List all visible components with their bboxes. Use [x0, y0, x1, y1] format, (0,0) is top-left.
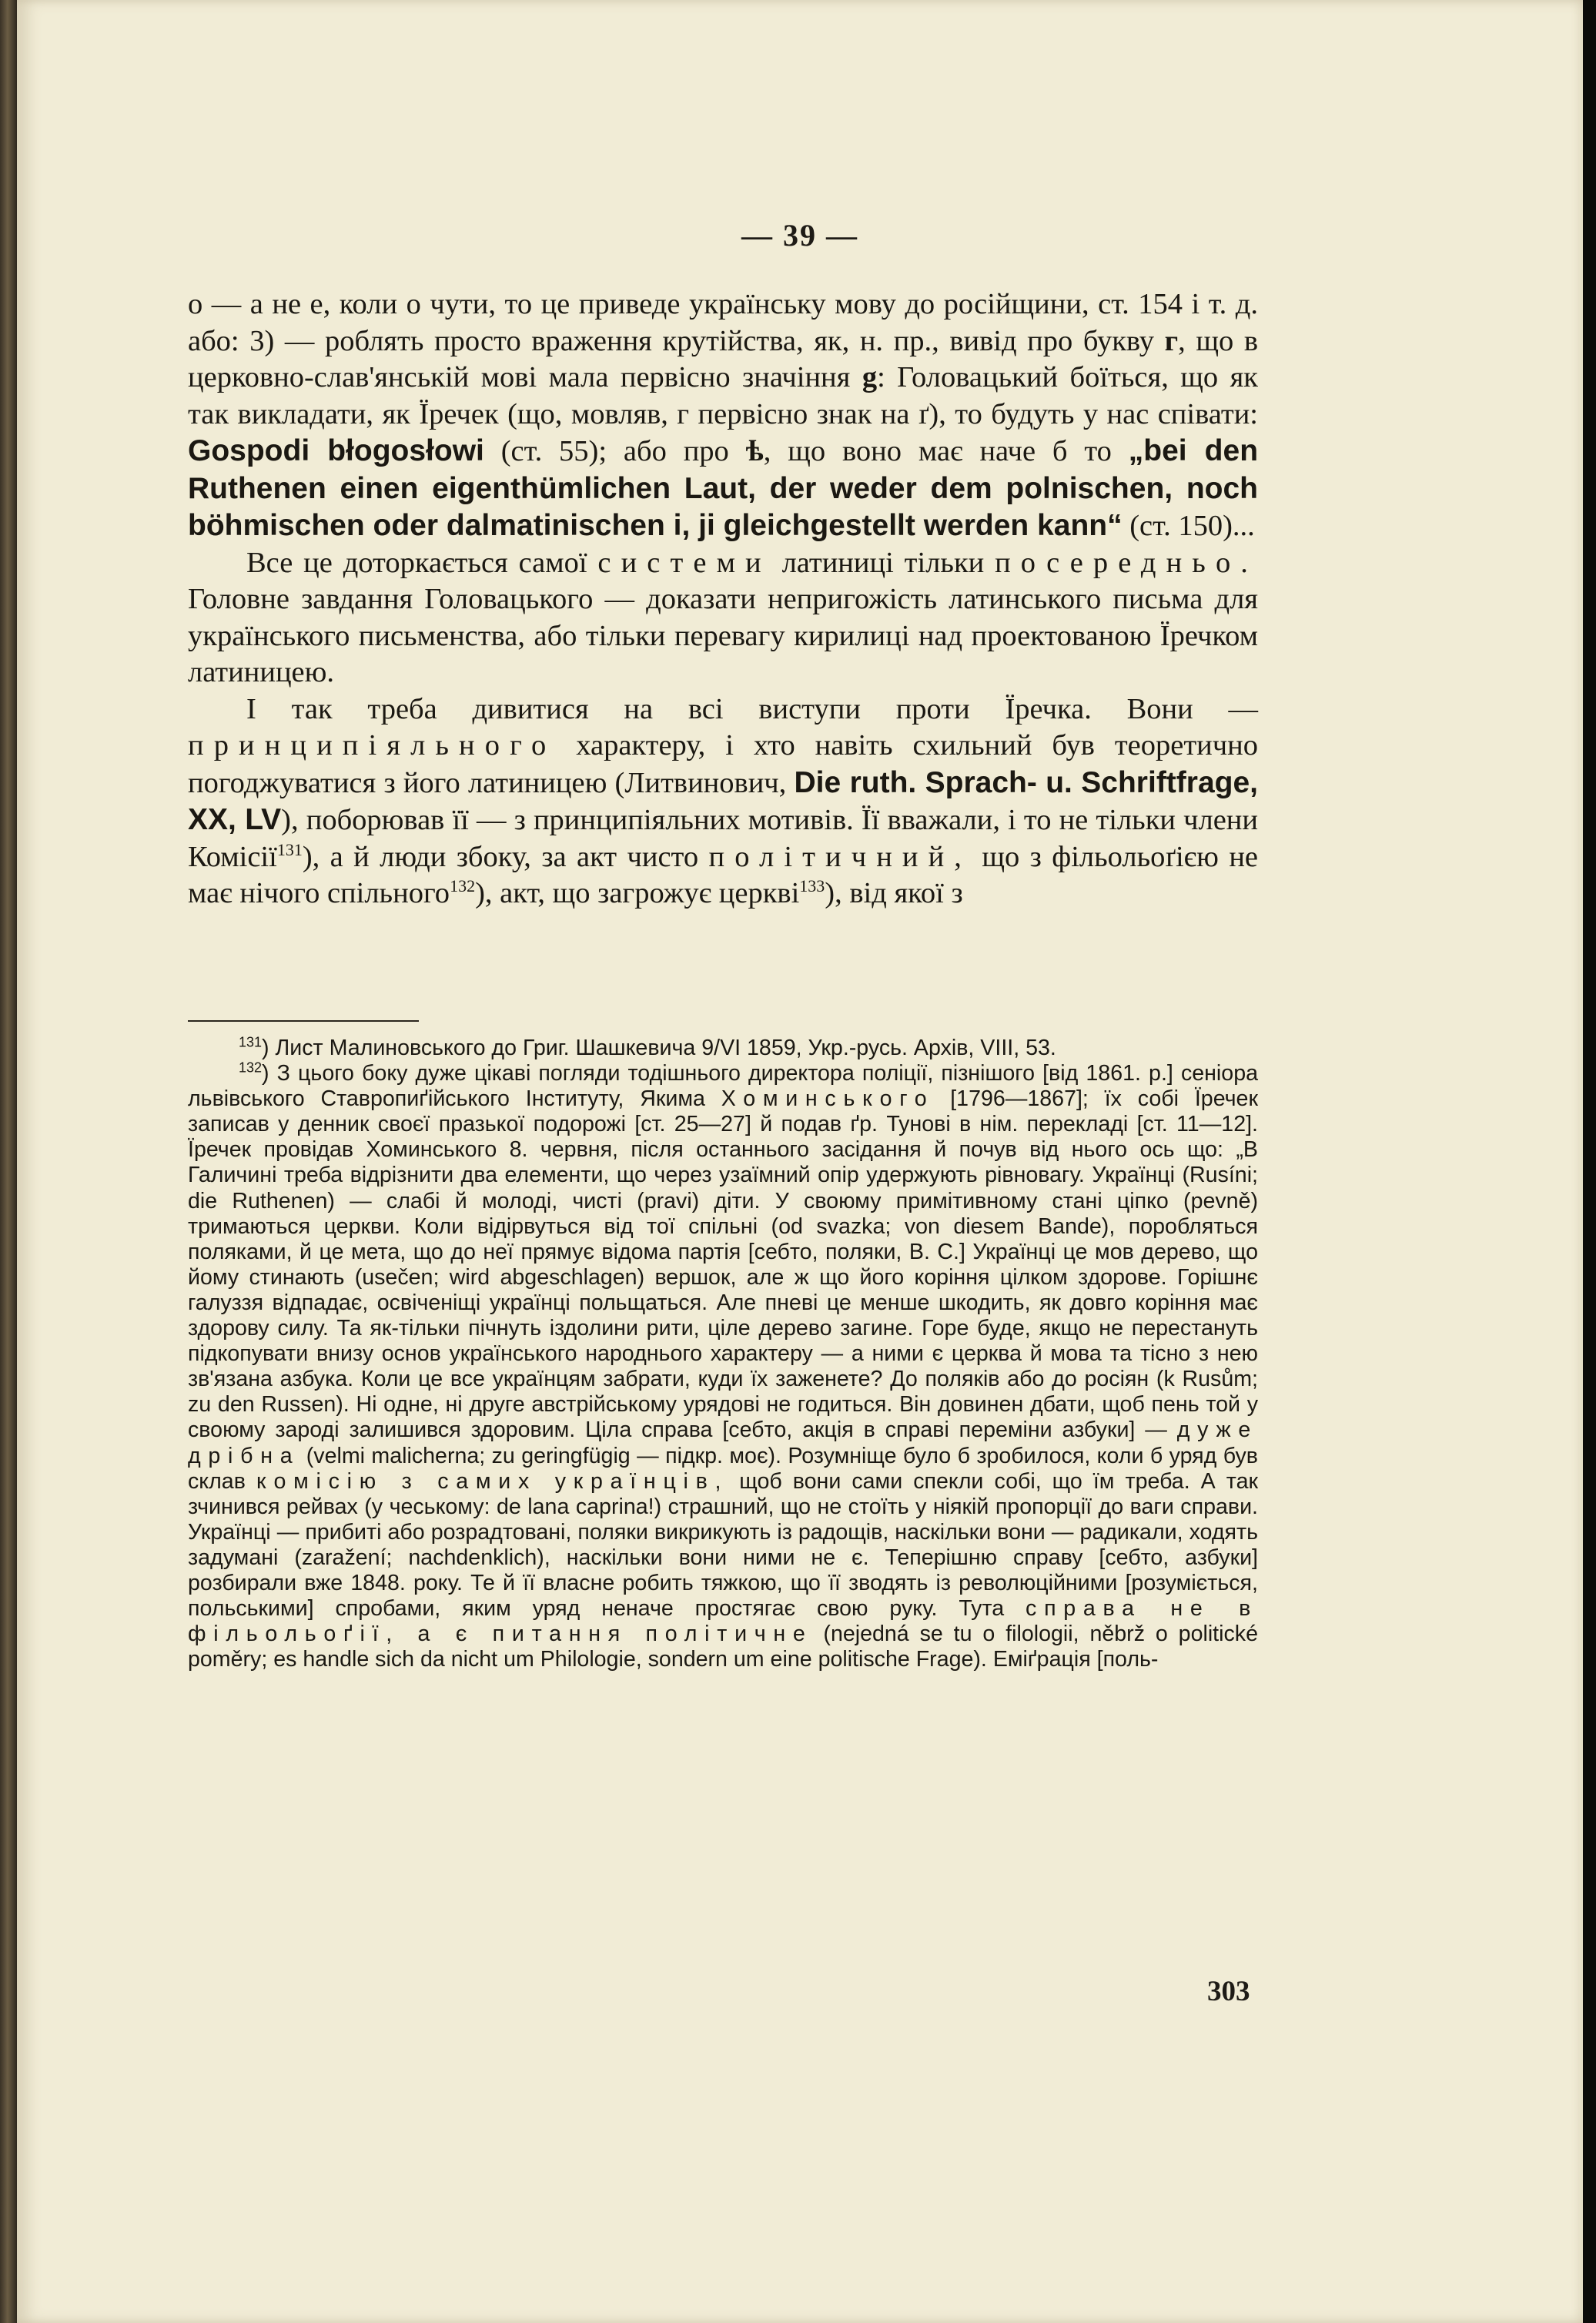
text-run: Головне завдання Головацького — доказати непригожість латинського письма для українського письменства, або тільки перевагу кирилиці над проектованою Їречком латиницею. — [188, 583, 1258, 688]
letter-g-latin: g — [862, 361, 878, 393]
text-run: ), акт, що загрожує церкві — [475, 877, 800, 909]
footnote-text: щоб вони сами спекли собі, що їм треба. А так зчинився рейвах (у чеському: de lana caprina!) страшний, що не стоїть у ніякій пропорції до ваги справи. Українці — прибиті або розрадтовані, поляки викрикують із радощів, наскільки вони — радикали, ходять задумані (zaražení; nachdenklich), наскільки вони ними не є. Теперішню справу [себто, азбуки] розбирали вже 1848. року. Те й її власне робить тяжкою, що її зводять із революційними [розуміється, польськими] спробами, яким уряд неначе простягає свою руку. Тута — [188, 1468, 1258, 1622]
letter-g-cyrillic: г — [1164, 324, 1179, 357]
letter-yat: ѣ — [745, 435, 764, 467]
spaced-emphasis: політичний, — [708, 840, 972, 873]
page-number: 303 — [1207, 1976, 1250, 2007]
paragraph-1 — [188, 286, 1258, 545]
text-run: ), від якої з — [825, 877, 963, 909]
footnote-text: [1796—1867]; їх собі Їречек записав у денник своєї празької подорожі [ст. 25—27] й подав ґр. Тунові в нім. перекладі [ст. 11—12]. Їречек провідав Хоминського 8. червня, після останнього засідання й почув від нього ось що: „В Галичині треба відрізнити два елементи, що через узаїмний опір удержують рівновагу. Українці (Rusíni; die Ruthenen) — слабі й молоді, чисті (pravi) діти. У своюму примітивному стані ціпко (pevně) тримаються церкви. Коли відірвуться від тої спільні (od svazka; von diesem Bande), поробляться поляками, й це мета, що до неї прямує відома партія [себто, поляки, В. С.] Українці це мов дерево, що йому стинають (usečen; wird abgeschlagen) вершок, але ж що його коріння цілком здорове. Горішнє галуззя відпадає, освіченіщі українці польщаться. Але пневі це менше шкодить, як довго коріння має здорову силу. Та як-тільки пічнуть іздолини рити, ціле дерево загине. Горе буде, якщо не перестануть підкопувати внизу основ українського народнього характеру — а ними є церква й мова та тісно з нею зв'язана азбука. Коли це все українцям забрати, куди їх заженете? До поляків або до росіян (k Rusům; zu den Russen). Ні одне, ні друге австрійському урядові не годиться. Він довинен дбати, щоб пень той у своюму зароді залишився здоровим. Ціла справа [себто, акція в справі переміни азбуки] — — [188, 1086, 1258, 1443]
footnotes — [188, 1036, 1258, 1672]
paragraph-2 — [188, 545, 1258, 691]
footnote-divider — [188, 1020, 419, 1022]
text-run: (ст. 55); або про — [500, 435, 729, 467]
book-page — [17, 0, 1583, 2323]
footnote-131 — [188, 1036, 1258, 1061]
spaced-emphasis: Хоминського — [721, 1086, 935, 1112]
text-run: , що воно має наче б то — [763, 435, 1112, 467]
text-run: характеру, і хто навіть схильний був теоретично погоджуватися з його латиницею (Литвинович, — [188, 729, 1259, 799]
text-run: , що в церковно-слав'янській мові мала первісно значіння — [188, 324, 1258, 393]
text-run: (ст. 150)... — [1129, 510, 1255, 542]
footnote-number: 132 — [239, 1059, 263, 1076]
book-spine — [0, 0, 17, 2323]
right-edge — [1583, 0, 1596, 2323]
text-run: латиниці тільки — [781, 546, 985, 579]
footnote-number: 131 — [239, 1034, 263, 1050]
spaced-emphasis: дуже дрібна — [188, 1418, 1258, 1468]
footnote-ref-132[interactable]: 132 — [450, 876, 476, 896]
spaced-emphasis: комісію з самих українців, — [256, 1468, 729, 1494]
footnote-ref-131[interactable]: 131 — [276, 839, 303, 859]
text-run: ), поборював її — з принципіяльних мотивів. Її вважали, і то не тільки члени Комісії — [188, 804, 1258, 873]
spaced-emphasis: посередньо. — [995, 546, 1258, 579]
german-quote: „bei den Ruthenen einen eigenthümlichen Laut, der weder dem polnischen, noch böhmischen oder dalmatinischen i, ji gleichgestellt werden kann“ — [188, 434, 1259, 542]
main-text — [188, 286, 1258, 912]
citation-title: Die ruth. Sprach- u. Schriftfrage, XX, LV — [188, 765, 1258, 836]
footnote-132 — [188, 1061, 1258, 1672]
latin-quote-1: Gospodi błogosłowi — [188, 434, 484, 467]
paragraph-3 — [188, 691, 1258, 912]
footnote-text: (nejedná se tu o filologii, něbrž o politické poměry; es handle sich da nicht um Philologie, sondern um eine politische Frage). Еміґрація [поль- — [188, 1622, 1258, 1672]
text-run: І так треба дивитися на всі виступи проти Їречка. Вони — — [246, 692, 1258, 725]
footnote-text: ) З цього боку дуже цікаві погляди тодішнього директора поліції, пізнішого [від 1861. р.] сеніора львівського Ставропиґійського Інституту, Якима — [188, 1061, 1258, 1112]
spaced-emphasis: справа не в фільольоґії, а є питання політичне — [188, 1596, 1258, 1647]
footnote-text: (velmi malicherna; zu geringfügig — підкр. моє). Розумніще було б зробилося, коли б уряд був склав — [188, 1443, 1258, 1494]
footnote-text: ) Лист Малиновського до Григ. Шашкевича 9/VI 1859, Укр.-русь. Архів, VIII, 53. — [262, 1036, 1056, 1060]
text-run: що з фільольоґією не має нічого спільного — [188, 840, 1259, 909]
text-run: Все це доторкається самої — [246, 546, 587, 579]
spaced-emphasis: системи — [597, 546, 771, 579]
text-run: о — а не е, коли о чути, то це приведе українську мову до російщини, ст. 154 і т. д. або: 3) — роблять просто враження крутійства, як, н. пр., вивід про букву — [188, 288, 1258, 357]
spaced-emphasis: принципіяльного — [188, 729, 557, 762]
footnote-ref-133[interactable]: 133 — [799, 876, 825, 896]
text-run: ), а й люди збоку, за акт чисто — [302, 840, 699, 873]
text-run: : Головацький боїться, що як так викладати, як Їречек (що, мовляв, г первісно знак на ґ), то будуть у нас співати: — [188, 361, 1259, 430]
page-header: — 39 — — [741, 218, 858, 253]
